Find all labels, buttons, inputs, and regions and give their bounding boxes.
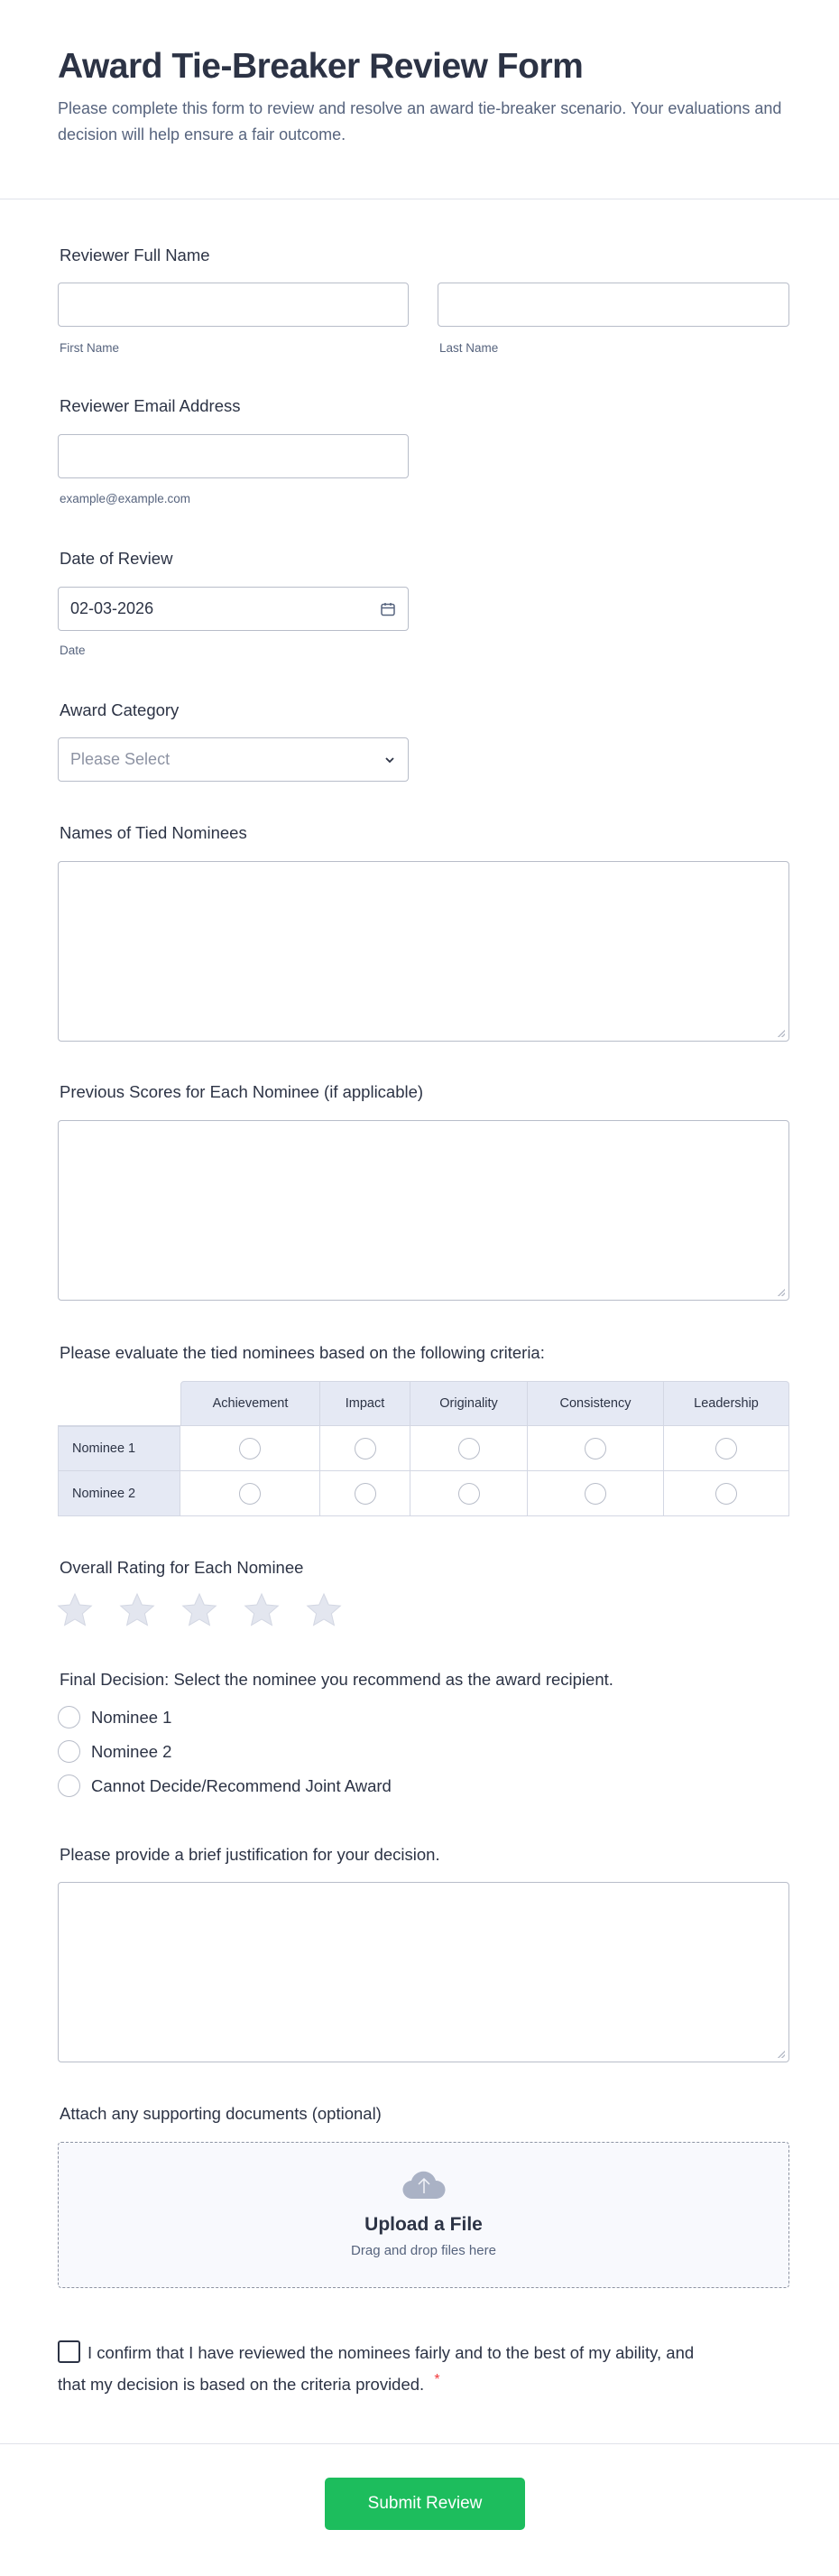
footer-divider [0, 2443, 839, 2444]
page-description: Please complete this form to review and resolve an award tie-breaker scenario. Your evaluations and decision will help ensure a fair outcome. [58, 99, 782, 144]
criteria-matrix [58, 1381, 789, 1516]
date-value: 02-03-2026 [70, 599, 154, 617]
radio-button[interactable] [58, 1740, 80, 1763]
last-name-input[interactable] [438, 283, 789, 327]
decision-option-nominee-2[interactable] [58, 1740, 171, 1763]
tied-names-textarea[interactable] [58, 861, 789, 1042]
option-label: Nominee 1 [91, 1707, 172, 1727]
confirm-field [58, 2340, 725, 2398]
resize-handle-icon[interactable] [778, 1030, 785, 1037]
first-name-sublabel: First Name [60, 341, 120, 355]
last-name-sublabel: Last Name [439, 341, 499, 355]
chevron-down-icon [383, 754, 396, 766]
matrix-radio[interactable] [355, 1438, 376, 1459]
tied-names-label: Names of Tied Nominees [60, 823, 247, 842]
confirm-text: I confirm that I have reviewed the nominees fairly and to the best of my ability, and that my decision is based on the criteria provided. [58, 2343, 695, 2395]
category-label: Award Category [60, 700, 180, 719]
matrix-col-header: Originality [410, 1381, 528, 1426]
matrix-col-header: Leadership [664, 1381, 789, 1426]
file-upload-dropzone[interactable] [58, 2142, 789, 2288]
date-input[interactable] [58, 587, 409, 631]
category-select[interactable] [58, 737, 409, 782]
matrix-row [58, 1426, 789, 1471]
matrix-label: Please evaluate the tied nominees based on the following criteria: [60, 1343, 545, 1362]
star-icon[interactable] [119, 1592, 155, 1628]
matrix-row [58, 1471, 789, 1516]
submit-button[interactable]: Submit Review [325, 2478, 525, 2530]
confirm-checkbox[interactable] [58, 2340, 80, 2363]
matrix-radio[interactable] [458, 1438, 480, 1459]
star-icon[interactable] [181, 1592, 217, 1628]
cloud-upload-icon [401, 2168, 447, 2201]
matrix-row-header: Nominee 2 [58, 1471, 180, 1516]
matrix-radio[interactable] [239, 1438, 261, 1459]
full-name-label: Reviewer Full Name [60, 246, 210, 264]
matrix-corner [58, 1381, 180, 1426]
star-icon[interactable] [244, 1592, 280, 1628]
email-input[interactable] [58, 434, 409, 478]
upload-title: Upload a File [364, 2214, 483, 2235]
decision-option-nominee-1[interactable] [58, 1706, 171, 1728]
date-label: Date of Review [60, 549, 173, 568]
matrix-radio[interactable] [585, 1483, 606, 1505]
calendar-icon[interactable] [380, 601, 396, 617]
decision-label: Final Decision: Select the nominee you recommend as the award recipient. [60, 1670, 613, 1689]
resize-handle-icon[interactable] [778, 2051, 785, 2058]
email-sublabel: example@example.com [60, 492, 191, 505]
matrix-radio[interactable] [239, 1483, 261, 1505]
matrix-col-header: Achievement [180, 1381, 320, 1426]
matrix-row-header: Nominee 1 [58, 1426, 180, 1471]
option-label: Nominee 2 [91, 1741, 172, 1761]
rating-label: Overall Rating for Each Nominee [60, 1558, 304, 1577]
justification-textarea[interactable] [58, 1882, 789, 2062]
email-label: Reviewer Email Address [60, 396, 241, 415]
matrix-radio[interactable] [585, 1438, 606, 1459]
matrix-col-header: Consistency [528, 1381, 664, 1426]
attachments-label: Attach any supporting documents (optional) [60, 2104, 382, 2123]
justification-label: Please provide a brief justification for your decision. [60, 1845, 440, 1864]
resize-handle-icon[interactable] [778, 1289, 785, 1296]
previous-scores-textarea[interactable] [58, 1120, 789, 1301]
category-placeholder: Please Select [70, 750, 171, 768]
decision-option-joint-award[interactable] [58, 1774, 392, 1797]
page-title: Award Tie-Breaker Review Form [58, 47, 584, 86]
star-icon[interactable] [306, 1592, 342, 1628]
required-mark: * [434, 2372, 440, 2387]
radio-button[interactable] [58, 1706, 80, 1728]
date-sublabel: Date [60, 644, 86, 657]
matrix-radio[interactable] [458, 1483, 480, 1505]
first-name-input[interactable] [58, 283, 409, 327]
option-label: Cannot Decide/Recommend Joint Award [91, 1775, 392, 1795]
matrix-radio[interactable] [355, 1483, 376, 1505]
matrix-radio[interactable] [715, 1438, 737, 1459]
previous-scores-label: Previous Scores for Each Nominee (if applicable) [60, 1082, 424, 1101]
radio-button[interactable] [58, 1774, 80, 1797]
matrix-radio[interactable] [715, 1483, 737, 1505]
matrix-col-header: Impact [320, 1381, 410, 1426]
star-icon[interactable] [57, 1592, 93, 1628]
upload-hint: Drag and drop files here [351, 2243, 496, 2258]
